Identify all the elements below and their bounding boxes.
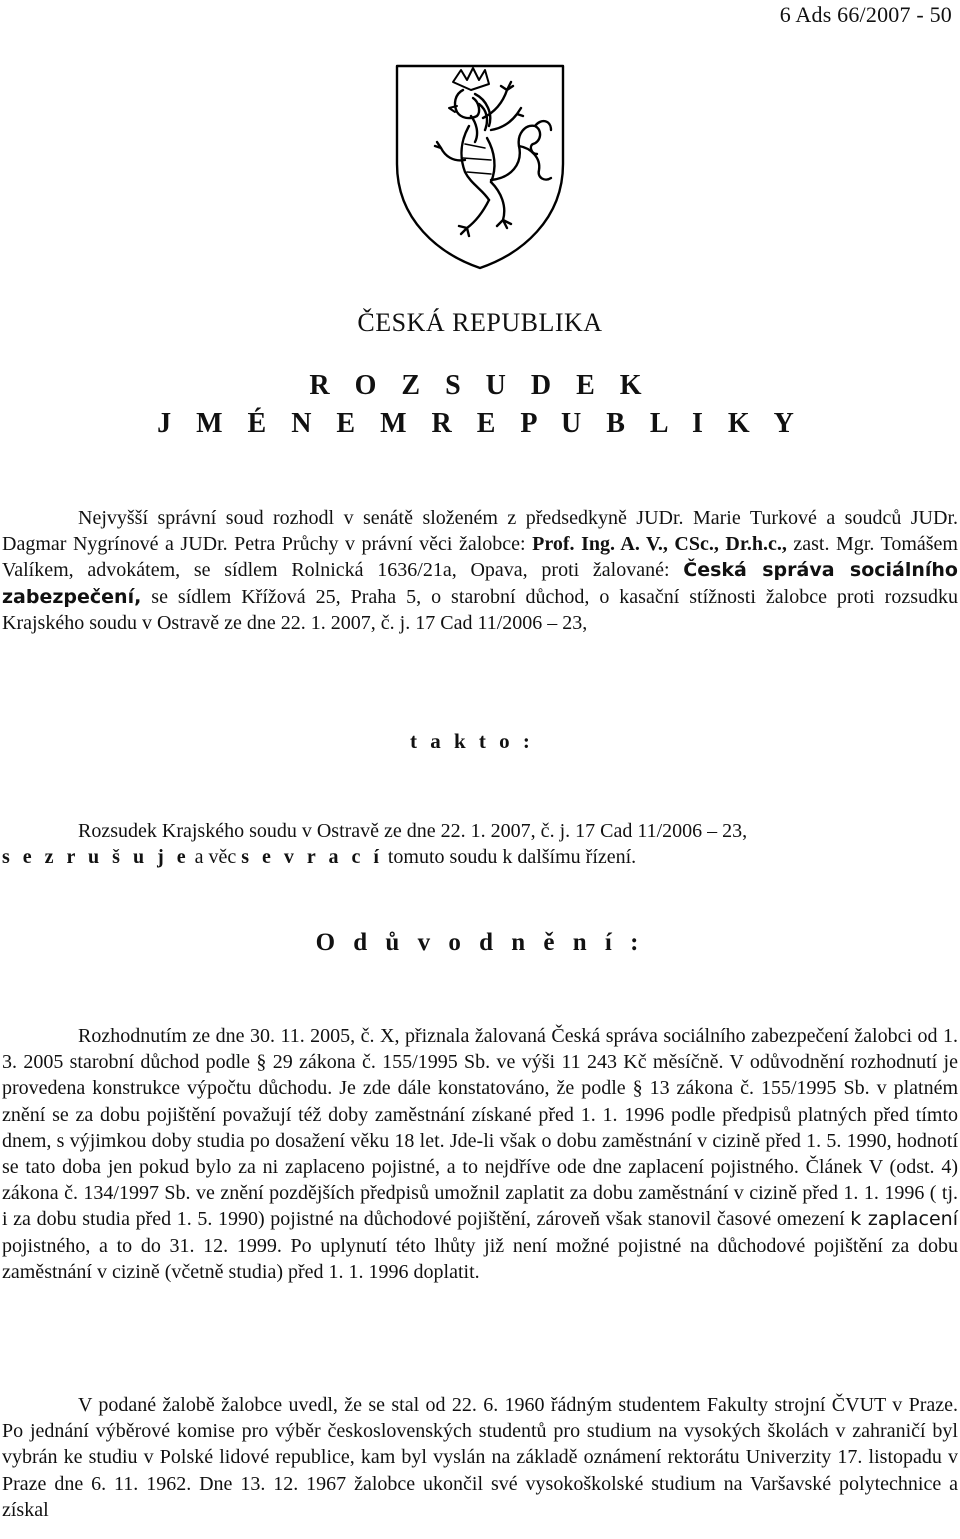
verdict-text-1: Rozsudek Krajského soudu v Ostravě ze dne 22. 1. 2007, č. j. 17 Cad 11/2006 – 23,: [78, 820, 748, 842]
intro-text-2: zast. Mgr. Tomášem Valíkem, advokátem, se sídlem Rolnická 1636/21a, Opava, proti žalované:: [2, 533, 958, 582]
reasoning-text-1-end: pojistného, a to do 31. 12. 1999. Po uplynutí této lhůty již není možné pojistné na důchodové pojištění za dobu zaměstnání v cizině (včetně studia) před 1. 1. 1996 doplatit.: [2, 1234, 958, 1283]
intro-paragraph: [2, 505, 958, 636]
verdict-paragraph: [2, 818, 958, 870]
in-the-name-of-republic-title: J M É N E M R E P U B L I K Y: [157, 408, 803, 439]
judgment-title: R O Z S U D E K: [309, 370, 651, 401]
verdict-text-3: tomuto soudu k dalšímu řízení.: [382, 846, 637, 869]
takto-heading: t a k t o :: [410, 729, 534, 753]
czech-lion-coat-of-arms-icon: [391, 60, 569, 272]
claimant-name: Prof. Ing. A. V., CSc., Dr.h.c.,: [532, 533, 787, 556]
returned-phrase: s e v r a c í: [241, 846, 383, 869]
reasoning-heading: O d ů v o d n ě n í :: [315, 929, 645, 956]
reasoning-paragraph-2: V podané žalobě žalobce uvedl, že se stal od 22. 6. 1960 řádným studentem Fakulty strojní ČVUT v Praze. Po jednání výběrové komise pro výběr československých studentů pro studium na vysokých školách v zahraničí byl vybrán ke studiu v Polské lidové republice, kam byl vyslán na základě oznámení rektorátu Univerzity 17. listopadu v Praze dne 6. 11. 1962. Dne 13. 12. 1967 žalobce ukončil své vysokoškolské studium na Varšavské polytechnice a získal: [2, 1394, 958, 1521]
country-heading: ČESKÁ REPUBLIKA: [357, 308, 603, 337]
intro-text-1: Nejvyšší správní soud rozhodl v senátě složeném z předsedkyně JUDr. Marie Turkové a soudců JUDr. Dagmar Nygrínové a JUDr. Petra Průchy v právní věci žalobce:: [2, 507, 958, 556]
reasoning-paragraph-1: [2, 1023, 958, 1285]
annulled-phrase: s e z r u š u j e: [2, 846, 190, 869]
reasoning-sans-phrase: k zaplacení: [850, 1208, 958, 1231]
verdict-text-2: a věc: [189, 846, 242, 869]
intro-text-3: se sídlem Křížová 25, Praha 5, o starobní důchod, o kasační stížnosti žalobce proti rozsudku Krajského soudu v Ostravě ze dne 22. 1. 2007, č. j. 17 Cad 11/2006 – 23,: [2, 585, 958, 634]
reasoning-text-1: Rozhodnutím ze dne 30. 11. 2005, č. X, přiznala žalovaná Česká správa sociálního zabezpečení žalobci od 1. 3. 2005 starobní důchod podle § 29 zákona č. 155/1995 Sb. ve výši 11 243 Kč měsíčně. V odůvodnění rozhodnutí je provedena konstrukce výpočtu důchodu. Je zde dále konstatováno, že podle § 13 zákona č. 155/1995 Sb. v platném znění se za dobu pojištění považují též doby zaměstnání získané před 1. 1. 1996 podle předpisů platných před tímto dnem, s výjimkou doby studia po dosažení věku 18 let. Jde-li však o dobu zaměstnání v cizině před 1. 5. 1990, hodnotí se tato doba jen pokud bylo za ni zaplaceno pojistné, a to nejdříve ode dne zaplacení pojistného. Článek V (odst. 4) zákona č. 134/1997 Sb. ve znění pozdějších předpisů umožnil zaplatit za dobu zaměstnání v cizině před 1. 1. 1996 ( tj. i za dobu studia před 1. 5. 1990) pojistné na důchodové pojištění, zároveň však stanovil časové omezení: [2, 1025, 958, 1231]
defendant-name: Česká správa sociálního zabezpečení,: [2, 559, 958, 608]
case-reference: 6 Ads 66/2007 - 50: [779, 2, 952, 27]
